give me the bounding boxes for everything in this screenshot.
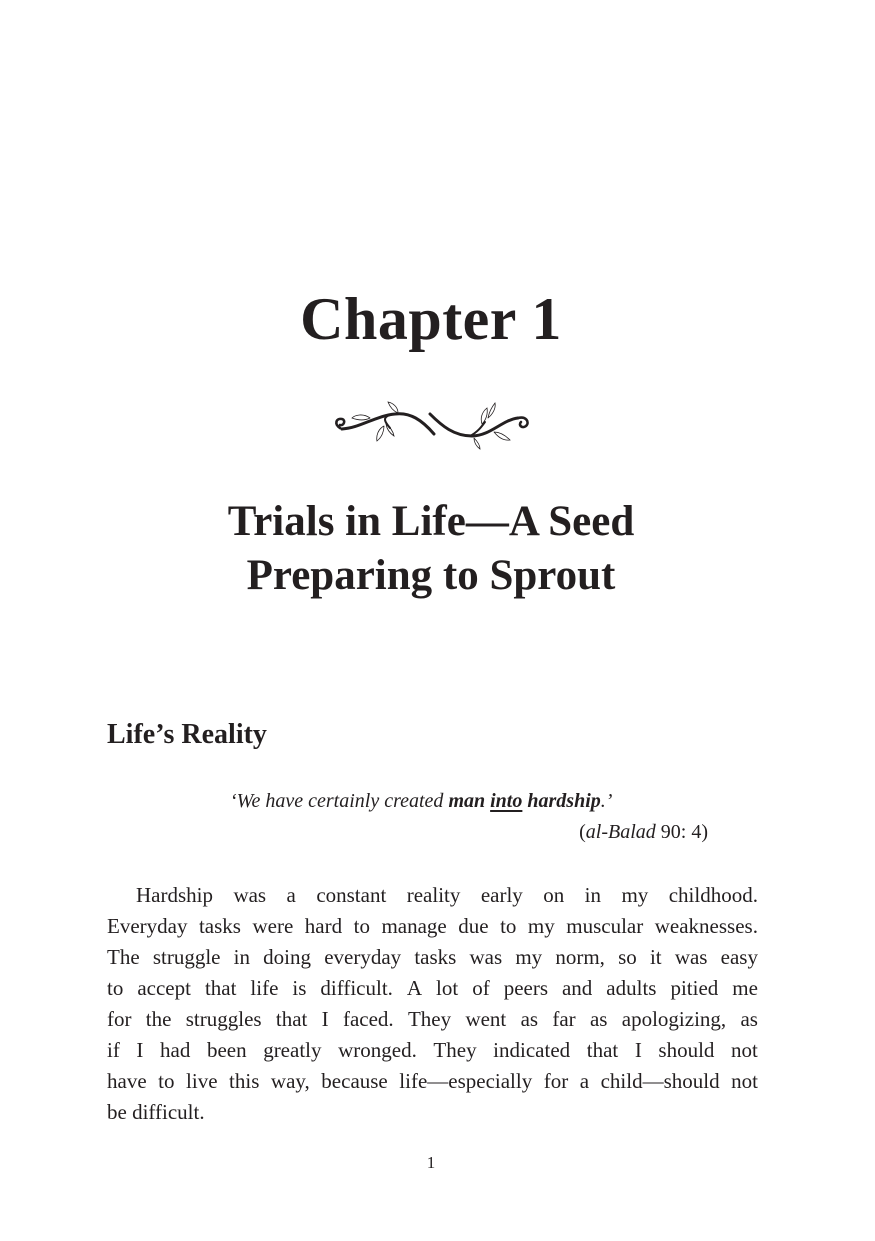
chapter-subtitle-line: Preparing to Sprout [246, 552, 616, 599]
word: way, [270, 1069, 310, 1093]
word: I [321, 1007, 329, 1031]
word: A [406, 976, 423, 1000]
word: that [275, 1007, 308, 1031]
word: as [589, 1007, 608, 1031]
word: was [233, 883, 267, 907]
word: on [543, 883, 565, 907]
chapter-subtitle-line: Trials in Life—A Seed [227, 498, 635, 545]
epigraph-text: ‘We have certainly created [230, 790, 449, 812]
paragraph-line [107, 1004, 758, 1035]
word: life—especially [399, 1069, 533, 1093]
word: as [520, 1007, 539, 1031]
word: childhood. [668, 883, 758, 907]
section-heading: Life’s Reality [107, 719, 267, 750]
word: me [732, 976, 758, 1000]
paragraph-line [107, 880, 758, 911]
word: this [229, 1069, 260, 1093]
vine-flourish-icon [330, 398, 534, 450]
word: reality [406, 883, 461, 907]
word: far [552, 1007, 576, 1031]
word: my [527, 914, 555, 938]
word: child—should [600, 1069, 720, 1093]
word: was [674, 945, 708, 969]
paragraph-line [107, 1035, 758, 1066]
word: everyday [324, 945, 402, 969]
word: indicated [493, 1038, 571, 1062]
citation-source: al-Balad [585, 821, 656, 843]
word: because [321, 1069, 388, 1093]
word: the [145, 1007, 172, 1031]
word: easy [720, 945, 758, 969]
word: should [658, 1038, 715, 1062]
word: if [107, 1038, 120, 1062]
paragraph-line [107, 942, 758, 973]
word: I [634, 1038, 642, 1062]
word: apologizing, [621, 1007, 727, 1031]
word: not [731, 1038, 758, 1062]
word: to [353, 914, 370, 938]
word: live [186, 1069, 218, 1093]
word: as [740, 1007, 758, 1031]
word: a [286, 883, 296, 907]
word: in [584, 883, 602, 907]
word: due [458, 914, 489, 938]
paragraph-line-text [107, 911, 758, 942]
paragraph-line-text [136, 880, 758, 911]
word: been [206, 1038, 247, 1062]
word: pitied [670, 976, 719, 1000]
epigraph-emphasis: hardship [527, 790, 601, 812]
word: constant [316, 883, 387, 907]
word: my [515, 945, 543, 969]
word: doing [263, 945, 312, 969]
word: Hardship [136, 883, 213, 907]
word: for [543, 1069, 569, 1093]
epigraph-emphasis-underlined: into [490, 790, 523, 812]
chapter-title: Chapter 1 [300, 286, 562, 352]
paragraph-line [107, 1066, 758, 1097]
word: muscular [566, 914, 644, 938]
word: to [158, 1069, 175, 1093]
word: is [292, 976, 307, 1000]
paragraph-line-text [107, 1035, 758, 1066]
word: life [250, 976, 279, 1000]
citation-reference: 90: 4) [655, 821, 708, 843]
word: norm, [555, 945, 605, 969]
paragraph-line [107, 911, 758, 942]
epigraph-text: .’ [600, 790, 613, 812]
word: so [618, 945, 637, 969]
word: lot [436, 976, 459, 1000]
word: that [204, 976, 237, 1000]
word: for [107, 1007, 132, 1031]
epigraph-emphasis: man [448, 790, 486, 812]
word: not [731, 1069, 758, 1093]
word: They [407, 1007, 452, 1031]
word: Everyday [107, 914, 188, 938]
word: my [621, 883, 649, 907]
citation-paren: ( [579, 821, 586, 843]
word: faced. [342, 1007, 394, 1031]
paragraph-line-text [107, 1066, 758, 1097]
word: I [136, 1038, 144, 1062]
word: tasks [198, 914, 241, 938]
word: went [465, 1007, 507, 1031]
word: a [579, 1069, 590, 1093]
word: greatly [263, 1038, 322, 1062]
word: accept [137, 976, 191, 1000]
word: hard [304, 914, 343, 938]
word: The [107, 945, 140, 969]
word: manage [381, 914, 447, 938]
word: They [433, 1038, 477, 1062]
paragraph-line-text [107, 942, 758, 973]
word: early [480, 883, 523, 907]
word: was [469, 945, 503, 969]
word: struggles [185, 1007, 262, 1031]
chapter-subtitle [0, 495, 862, 603]
left-vine [336, 419, 344, 428]
word: have [107, 1069, 147, 1093]
word: that [586, 1038, 619, 1062]
epigraph-quote [230, 788, 612, 814]
paragraph-line-text [107, 1004, 758, 1035]
word: wronged. [338, 1038, 417, 1062]
word: in [233, 945, 250, 969]
paragraph-line-text [107, 973, 758, 1004]
right-vine [518, 418, 528, 427]
paragraph-line [107, 973, 758, 1004]
word: weaknesses. [654, 914, 758, 938]
word: adults [606, 976, 657, 1000]
body-paragraph [107, 880, 758, 1128]
word: peers [503, 976, 548, 1000]
word: to [500, 914, 517, 938]
word: to [107, 976, 124, 1000]
word: had [160, 1038, 191, 1062]
word: tasks [414, 945, 457, 969]
word: difficult. [320, 976, 393, 1000]
paragraph-line-text: be difficult. [107, 1100, 205, 1124]
word: and [561, 976, 593, 1000]
word: it [649, 945, 662, 969]
page-number: 1 [426, 1153, 436, 1172]
word: were [252, 914, 294, 938]
word: of [472, 976, 490, 1000]
word: struggle [152, 945, 221, 969]
paragraph-line [107, 1097, 758, 1128]
epigraph-citation [579, 819, 708, 845]
